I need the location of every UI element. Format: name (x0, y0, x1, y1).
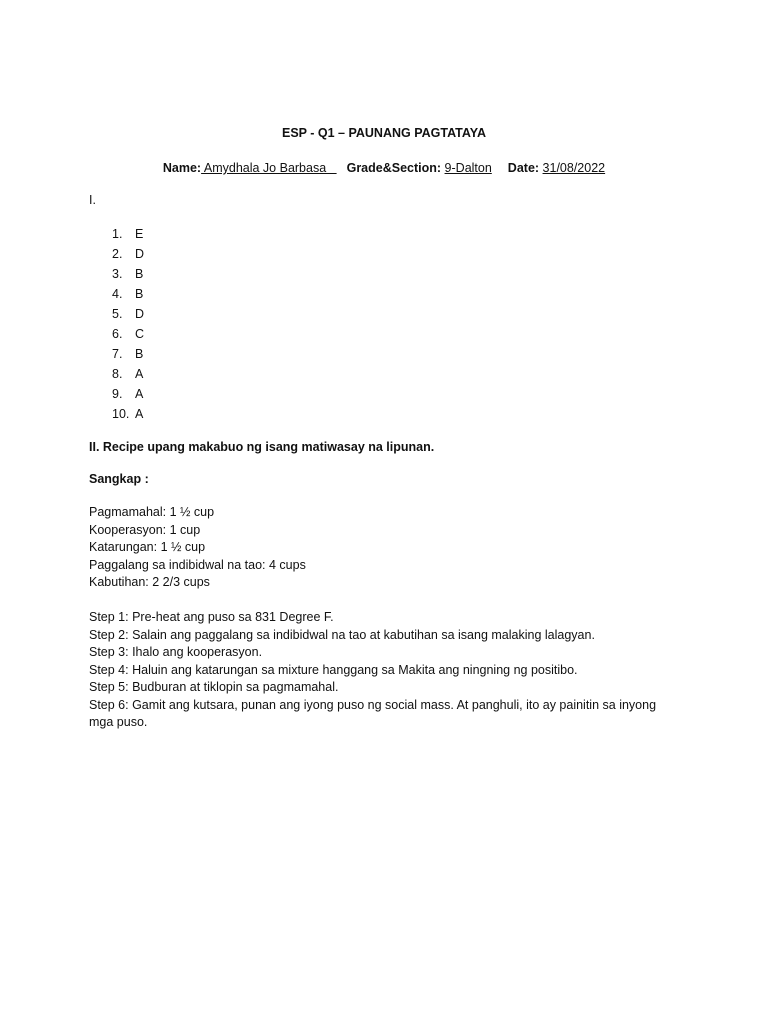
answer-item (112, 346, 144, 366)
answer-number: 3. (112, 267, 123, 281)
answer-letter: D (135, 247, 145, 261)
answer-number: 6. (112, 327, 123, 341)
section-2-heading: II. Recipe upang makabuo ng isang matiwasay na lipunan. (89, 440, 435, 454)
answer-letter: B (135, 267, 144, 281)
date-value: 31/08/2022 (542, 161, 606, 175)
answer-item (112, 406, 144, 426)
ingredient-item: Kooperasyon: 1 cup (89, 522, 201, 537)
answer-number: 5. (112, 307, 123, 321)
step-list (89, 609, 679, 732)
answer-item (112, 326, 144, 346)
answer-letter: A (135, 367, 144, 381)
name-value: Amydhala Jo Barbasa (201, 161, 337, 175)
ingredient-list (89, 504, 306, 592)
answer-item (112, 286, 144, 306)
step-item: Step 6: Gamit ang kutsara, punan ang iyong puso ng social mass. At panghuli, ito ay painitin sa inyong mga puso. (89, 697, 657, 729)
answer-number: 9. (112, 387, 123, 401)
date-label: Date: (507, 161, 540, 175)
answer-letter: A (135, 407, 144, 421)
answer-number: 10. (112, 407, 130, 421)
name-label: Name: (162, 161, 202, 175)
section-1-label: I. (89, 193, 96, 207)
answer-item (112, 226, 144, 246)
answer-item (112, 386, 144, 406)
answer-letter: B (135, 347, 144, 361)
answer-letter: A (135, 387, 144, 401)
step-item: Step 4: Haluin ang katarungan sa mixture hanggang sa Makita ang ningning ng positibo. (89, 662, 578, 677)
answer-number: 1. (112, 227, 123, 241)
ingredient-item: Pagmamahal: 1 ½ cup (89, 505, 215, 519)
grade-section-value: 9-Dalton (444, 161, 492, 175)
document-title: ESP - Q1 – PAUNANG PAGTATAYA (282, 126, 486, 140)
ingredients-label: Sangkap : (89, 472, 149, 486)
answer-letter: D (135, 307, 145, 321)
answer-number: 7. (112, 347, 123, 361)
step-item: Step 1: Pre-heat ang puso sa 831 Degree F. (89, 610, 334, 624)
ingredient-item: Paggalang sa indibidwal na tao: 4 cups (89, 557, 306, 572)
answer-letter: C (135, 327, 145, 341)
step-item: Step 2: Salain ang paggalang sa indibidwal na tao at kabutihan sa isang malaking lalagyan. (89, 627, 595, 642)
answer-number: 2. (112, 247, 123, 261)
answer-list (112, 226, 144, 426)
grade-section-label: Grade&Section: (346, 161, 442, 175)
answer-letter: B (135, 287, 144, 301)
answer-item (112, 266, 144, 286)
student-info-line (0, 161, 768, 175)
ingredient-item: Kabutihan: 2 2/3 cups (89, 575, 210, 589)
ingredient-item: Katarungan: 1 ½ cup (89, 540, 206, 554)
answer-item (112, 366, 144, 386)
step-item: Step 5: Budburan at tiklopin sa pagmamahal. (89, 680, 339, 694)
answer-number: 4. (112, 287, 123, 301)
answer-number: 8. (112, 367, 123, 381)
answer-letter: E (135, 227, 144, 241)
answer-item (112, 306, 144, 326)
answer-item (112, 246, 144, 266)
step-item: Step 3: Ihalo ang kooperasyon. (89, 645, 263, 659)
